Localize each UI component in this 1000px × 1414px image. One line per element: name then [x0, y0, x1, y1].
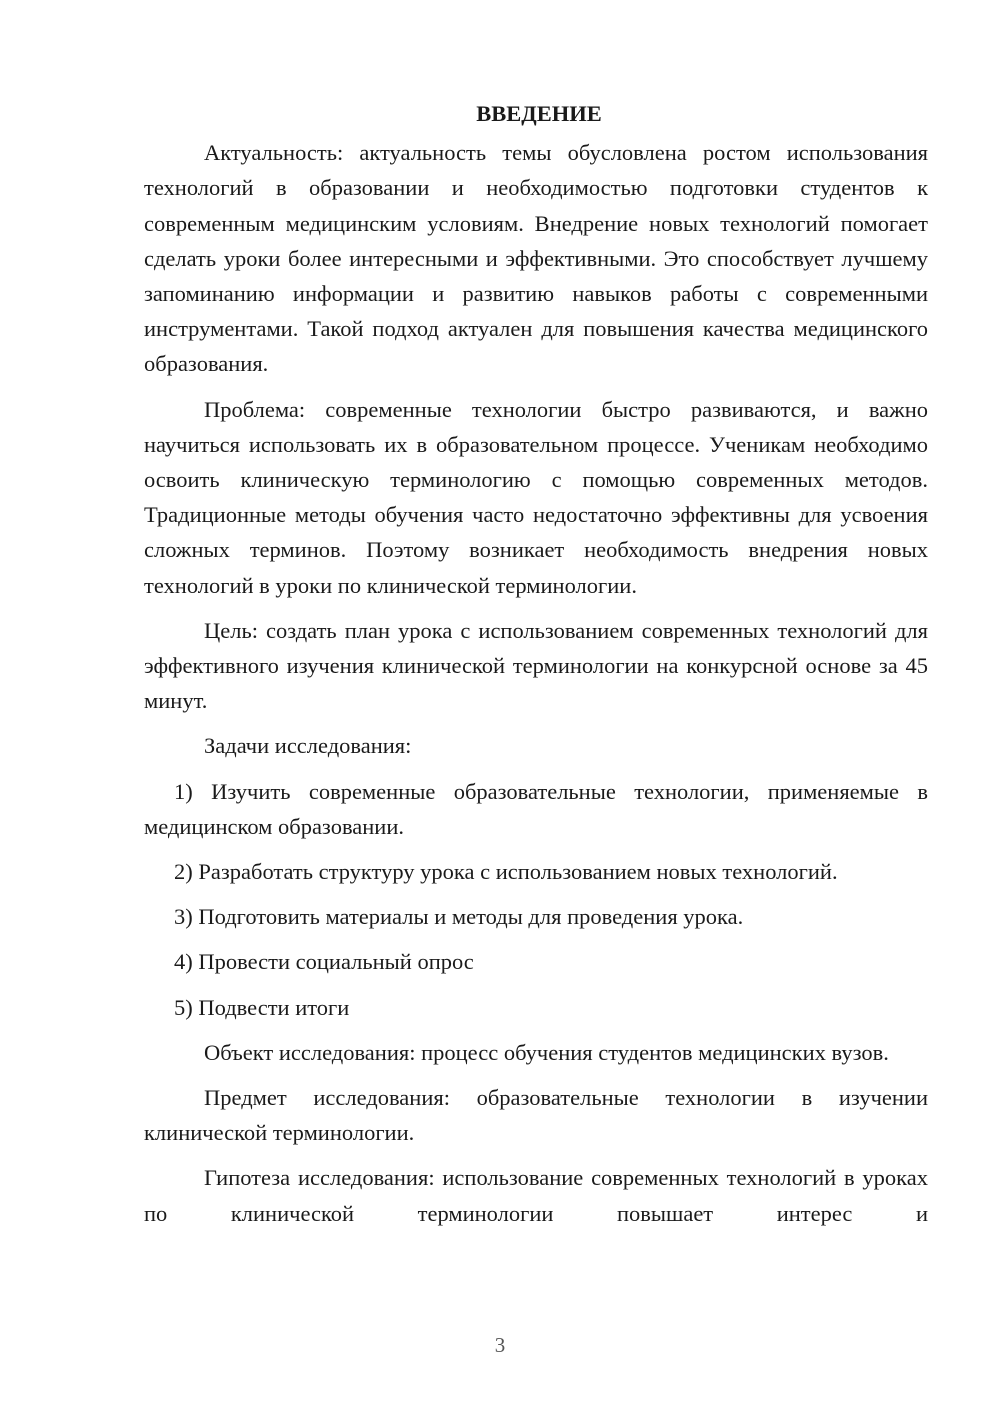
- task-item-5: 5) Подвести итоги: [174, 994, 350, 1020]
- section-title: ВВЕДЕНИЕ: [476, 101, 602, 126]
- task-item-1: 1) Изучить современные образовательные технологии, применяемые в медицинском образовании.: [144, 778, 928, 839]
- paragraph-subject: Предмет исследования: образовательные технологии в изучении клинической терминологии.: [144, 1085, 928, 1146]
- page-number: 3: [494, 1333, 506, 1357]
- paragraph-object: Объект исследования: процесс обучения студентов медицинских вузов.: [204, 1039, 889, 1065]
- document-page: [144, 96, 928, 1231]
- task-item-4: 4) Провести социальный опрос: [174, 949, 474, 975]
- paragraph-goal: Цель: создать план урока с использованием современных технологий для эффективного изучения клинической терминологии на конкурсной основе за 45 минут.: [144, 617, 928, 714]
- paragraph-hypothesis: Гипотеза исследования: использование современных технологий в уроках по клинической терминологии повышает интерес и: [144, 1165, 928, 1226]
- paragraph-relevance: Актуальность: актуальность темы обусловлена ростом использования технологий в образовании и необходимостью подготовки студентов к современным медицинским условиям. Внедрение новых технологий помогает сделать уроки более интересными и эффективными. Это способствует лучшему запоминанию информации и развитию навыков работы с современными инструментами. Такой подход актуален для повышения качества медицинского образования.: [144, 140, 928, 377]
- task-item-2: 2) Разработать структуру урока с использованием новых технологий.: [174, 859, 838, 885]
- paragraph-problem: Проблема: современные технологии быстро развиваются, и важно научиться использовать их в образовательном процессе. Ученикам необходимо освоить клиническую терминологию с помощью современных методов. Традиционные методы обучения часто недостаточно эффективны для усвоения сложных терминов. Поэтому возникает необходимость внедрения новых технологий в уроки по клинической терминологии.: [144, 396, 928, 598]
- task-item-3: 3) Подготовить материалы и методы для проведения урока.: [174, 904, 744, 930]
- tasks-heading: Задачи исследования:: [204, 733, 412, 759]
